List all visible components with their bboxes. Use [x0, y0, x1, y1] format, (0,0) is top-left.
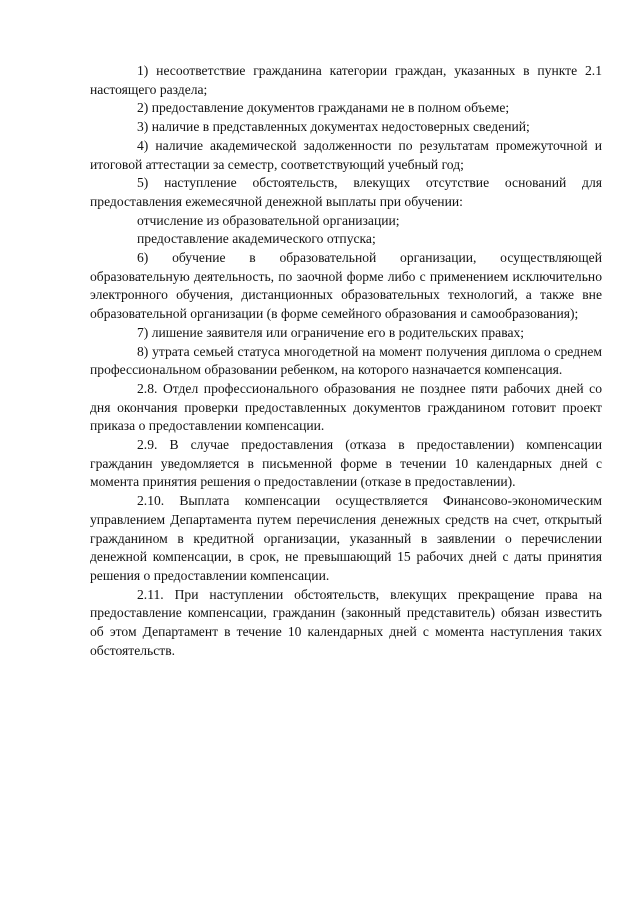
- paragraph-item-7: 7) лишение заявителя или ограничение его в родительских правах;: [137, 324, 525, 340]
- paragraph-item-5: 5) наступление обстоятельств, влекущих отсутствие оснований для предоставления ежемесячной денежной выплаты при обучении:: [90, 175, 602, 209]
- paragraph-sub-expulsion: отчисление из образовательной организации;: [137, 212, 400, 228]
- paragraph-item-2: 2) предоставление документов гражданами не в полном объеме;: [137, 100, 510, 116]
- paragraph-item-4: 4) наличие академической задолженности по результатам промежуточной и итоговой аттестации за семестр, соответствующий учебный год;: [90, 137, 602, 172]
- paragraph-item-8: 8) утрата семьей статуса многодетной на момент получения диплома о среднем профессиональном образовании ребенком, на которого назначается компенсация.: [90, 343, 602, 378]
- paragraph-2-9: 2.9. В случае предоставления (отказа в предоставлении) компенсации гражданин уведомляется в письменной форме в течении 10 календарных дней с момента принятия решения о предоставлении (отказе в предоставлении).: [90, 437, 602, 490]
- paragraph-item-1: 1) несоответствие гражданина категории граждан, указанных в пункте 2.1 настоящего раздела;: [90, 63, 602, 97]
- paragraph-2-10: 2.10. Выплата компенсации осуществляется Финансово-экономическим управлением Департамента путем перечисления денежных средств на счет, открытый гражданином в кредитной организации, указанный в заявлении о перечислении денежной компенсации, в срок, не превышающий 15 рабочих дней с даты принятия решения о предоставлении компенсации.: [90, 493, 602, 583]
- paragraph-2-11: 2.11. При наступлении обстоятельств, влекущих прекращение права на предоставление компенсации, гражданин (законный представитель) обязан известить об этом Департамент в течение 10 календарных дней с момента наступления таких обстоятельств.: [90, 586, 602, 658]
- paragraph-item-3: 3) наличие в представленных документах недостоверных сведений;: [137, 119, 530, 135]
- paragraph-sub-academic-leave: предоставление академического отпуска;: [137, 231, 376, 247]
- paragraph-item-6: 6) обучение в образовательной организации, осуществляющей образовательную деятельность, по заочной форме либо с применением исключительно электронного обучения, дистанционных образовательных технологий, а также вне образовательной организации (в форме семейного образования и самообразования);: [90, 250, 602, 322]
- paragraph-2-8: 2.8. Отдел профессионального образования не позднее пяти рабочих дней со дня окончания проверки предоставленных документов гражданином готовит проект приказа о предоставлении компенсации.: [90, 380, 602, 434]
